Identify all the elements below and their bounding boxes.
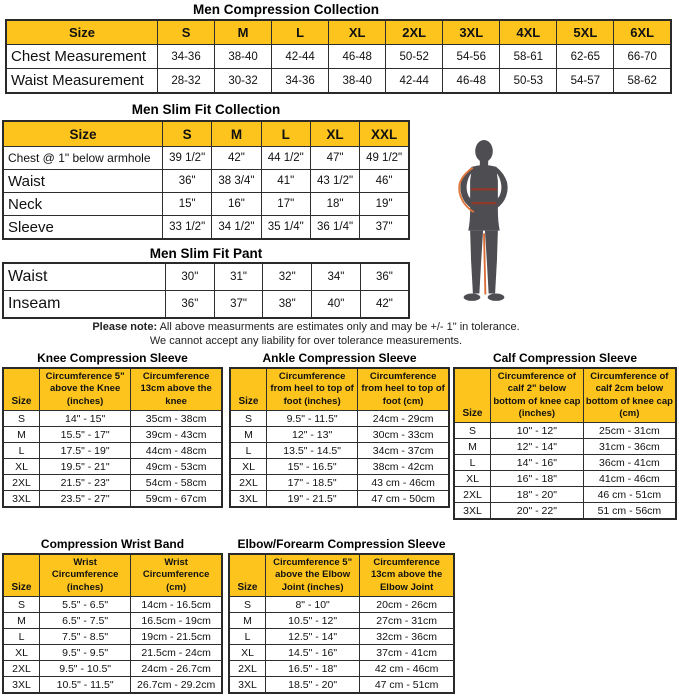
value-cell: 8" - 10"	[266, 597, 360, 613]
men-compression-collection-table	[5, 19, 672, 94]
value-cell: 14" - 15"	[40, 411, 131, 427]
header-cell: Size	[6, 20, 158, 45]
value-cell: 38-40	[329, 69, 386, 94]
value-cell: 34-36	[272, 69, 329, 94]
note-line-1: All above measurments are estimates only and may be +/- 1" in tolerance.	[157, 321, 520, 333]
value-cell: 28-32	[158, 69, 215, 94]
value-cell: 18.5" - 20"	[266, 677, 360, 694]
value-cell: 26.7cm - 29.2cm	[131, 677, 222, 694]
header-cell: Circumference 13cm above the knee	[131, 368, 222, 411]
header-cell: L	[261, 121, 310, 147]
table-row	[229, 645, 454, 661]
value-cell: 24cm - 29cm	[358, 411, 449, 427]
table-row	[3, 491, 222, 508]
value-cell: 15"	[163, 193, 212, 216]
value-cell: 42-44	[272, 45, 329, 69]
row-label-cell: Neck	[3, 193, 163, 216]
table-row	[3, 677, 222, 694]
row-label-cell: 3XL	[454, 503, 491, 520]
header-cell: 5XL	[557, 20, 614, 45]
row-label-cell: XL	[3, 645, 40, 661]
table-row	[6, 45, 671, 69]
value-cell: 16.5" - 18"	[266, 661, 360, 677]
table-row	[230, 475, 449, 491]
table-row	[3, 597, 222, 613]
value-cell: 58-62	[614, 69, 671, 94]
table-row	[229, 597, 454, 613]
row-label-cell: 2XL	[229, 661, 266, 677]
row-label-cell: S	[230, 411, 267, 427]
header-cell: XL	[310, 121, 359, 147]
value-cell: 9.5" - 11.5"	[267, 411, 358, 427]
header-cell: Size	[454, 368, 491, 423]
value-cell: 49 1/2"	[360, 147, 409, 170]
table-row	[3, 645, 222, 661]
value-cell: 10.5" - 11.5"	[40, 677, 131, 694]
value-cell: 36"	[163, 170, 212, 193]
row-label-cell: Sleeve	[3, 216, 163, 240]
row-label-cell: S	[454, 423, 491, 439]
value-cell: 13.5" - 14.5"	[267, 443, 358, 459]
header-cell: Circumference of calf 2cm below bottom of knee cap (cm)	[583, 368, 676, 423]
value-cell: 34 1/2"	[212, 216, 261, 240]
header-cell: Size	[229, 554, 266, 597]
value-cell: 10" - 12"	[491, 423, 584, 439]
value-cell: 42"	[360, 291, 409, 319]
calf-compression-sleeve-table	[453, 367, 677, 520]
value-cell: 54cm - 58cm	[131, 475, 222, 491]
header-cell: 3XL	[443, 20, 500, 45]
value-cell: 23.5" - 27"	[40, 491, 131, 508]
header-cell: XXL	[360, 121, 409, 147]
value-cell: 39 1/2"	[163, 147, 212, 170]
row-label-cell: S	[229, 597, 266, 613]
value-cell: 50-53	[500, 69, 557, 94]
value-cell: 36"	[166, 291, 215, 319]
table-row	[230, 427, 449, 443]
value-cell: 12" - 14"	[491, 439, 584, 455]
header-cell: L	[272, 20, 329, 45]
value-cell: 37"	[360, 216, 409, 240]
value-cell: 16.5cm - 19cm	[131, 613, 222, 629]
value-cell: 35 1/4"	[261, 216, 310, 240]
value-cell: 54-56	[443, 45, 500, 69]
table-row	[454, 503, 676, 520]
table-row	[230, 443, 449, 459]
header-cell: Circumference 5" above the Elbow Joint (inches)	[266, 554, 360, 597]
value-cell: 58-61	[500, 45, 557, 69]
men-slim-fit-pant-title: Men Slim Fit Pant	[149, 246, 263, 261]
table-row	[229, 629, 454, 645]
value-cell: 38-40	[215, 45, 272, 69]
value-cell: 46-48	[329, 45, 386, 69]
row-label-cell: S	[3, 597, 40, 613]
knee-compression-sleeve-title: Knee Compression Sleeve	[37, 351, 188, 365]
value-cell: 19cm - 21.5cm	[131, 629, 222, 645]
value-cell: 16" - 18"	[491, 471, 584, 487]
value-cell: 42-44	[386, 69, 443, 94]
row-label-cell: Chest Measurement	[6, 45, 158, 69]
value-cell: 43 cm - 46cm	[358, 475, 449, 491]
header-cell: Size	[3, 554, 40, 597]
value-cell: 14cm - 16.5cm	[131, 597, 222, 613]
value-cell: 34"	[312, 263, 361, 291]
tolerance-note	[0, 320, 612, 349]
value-cell: 15.5" - 17"	[40, 427, 131, 443]
compression-wrist-band-title: Compression Wrist Band	[40, 537, 185, 551]
row-label-cell: M	[229, 613, 266, 629]
value-cell: 42 cm - 46cm	[360, 661, 454, 677]
value-cell: 24cm - 26.7cm	[131, 661, 222, 677]
value-cell: 46-48	[443, 69, 500, 94]
value-cell: 59cm - 67cm	[131, 491, 222, 508]
value-cell: 62-65	[557, 45, 614, 69]
row-label-cell: L	[230, 443, 267, 459]
value-cell: 14.5" - 16"	[266, 645, 360, 661]
row-label-cell: 3XL	[229, 677, 266, 694]
row-label-cell: L	[229, 629, 266, 645]
value-cell: 42"	[212, 147, 261, 170]
row-label-cell: Waist	[3, 263, 166, 291]
value-cell: 44 1/2"	[261, 147, 310, 170]
note-line-2: We cannot accept any liability for over tolerance measurements.	[149, 335, 463, 348]
value-cell: 16"	[212, 193, 261, 216]
table-row	[454, 487, 676, 503]
header-cell: Size	[3, 368, 40, 411]
row-label-cell: Waist	[3, 170, 163, 193]
row-label-cell: 3XL	[230, 491, 267, 508]
row-label-cell: L	[3, 443, 40, 459]
row-label-cell: 2XL	[230, 475, 267, 491]
value-cell: 21.5" - 23"	[40, 475, 131, 491]
value-cell: 38"	[263, 291, 312, 319]
header-cell: 4XL	[500, 20, 557, 45]
table-row	[3, 170, 409, 193]
value-cell: 21.5cm - 24cm	[131, 645, 222, 661]
header-cell: Wrist Circumference (cm)	[131, 554, 222, 597]
value-cell: 18"	[310, 193, 359, 216]
table-row	[229, 613, 454, 629]
table-row	[454, 455, 676, 471]
header-cell: Circumference of calf 2" below bottom of knee cap (inches)	[491, 368, 584, 423]
value-cell: 30-32	[215, 69, 272, 94]
value-cell: 41cm - 46cm	[583, 471, 676, 487]
men-slim-fit-collection-title: Men Slim Fit Collection	[131, 102, 281, 117]
header-cell: Size	[230, 368, 267, 411]
table-row	[3, 263, 409, 291]
value-cell: 37cm - 41cm	[360, 645, 454, 661]
header-row	[3, 554, 222, 597]
table-row	[229, 661, 454, 677]
value-cell: 25cm - 31cm	[583, 423, 676, 439]
table-row	[3, 443, 222, 459]
header-cell: XL	[329, 20, 386, 45]
elbow-forearm-compression-sleeve-title: Elbow/Forearm Compression Sleeve	[237, 537, 446, 551]
value-cell: 43 1/2"	[310, 170, 359, 193]
header-row	[229, 554, 454, 597]
row-label-cell: M	[230, 427, 267, 443]
row-label-cell: Waist Measurement	[6, 69, 158, 94]
table-row	[3, 661, 222, 677]
table-row	[454, 439, 676, 455]
row-label-cell: XL	[454, 471, 491, 487]
value-cell: 47 cm - 51cm	[360, 677, 454, 694]
row-label-cell: M	[3, 427, 40, 443]
value-cell: 41"	[261, 170, 310, 193]
header-cell: Circumference from heel to top of foot (inches)	[267, 368, 358, 411]
value-cell: 36cm - 41cm	[583, 455, 676, 471]
row-label-cell: 2XL	[3, 661, 40, 677]
value-cell: 19" - 21.5"	[267, 491, 358, 508]
value-cell: 36"	[360, 263, 409, 291]
value-cell: 9.5" - 9.5"	[40, 645, 131, 661]
value-cell: 20cm - 26cm	[360, 597, 454, 613]
value-cell: 17"	[261, 193, 310, 216]
value-cell: 36 1/4"	[310, 216, 359, 240]
value-cell: 31cm - 36cm	[583, 439, 676, 455]
header-row	[3, 368, 222, 411]
header-row	[230, 368, 449, 411]
table-row	[229, 677, 454, 694]
value-cell: 17" - 18.5"	[267, 475, 358, 491]
table-row	[3, 147, 409, 170]
header-cell: M	[212, 121, 261, 147]
table-row	[3, 216, 409, 240]
table-row	[3, 291, 409, 319]
header-cell: Circumference 5" above the Knee (inches)	[40, 368, 131, 411]
header-cell: Size	[3, 121, 163, 147]
header-cell: Wrist Circumference (inches)	[40, 554, 131, 597]
table-row	[3, 459, 222, 475]
header-cell: S	[158, 20, 215, 45]
row-label-cell: L	[3, 629, 40, 645]
value-cell: 46"	[360, 170, 409, 193]
table-row	[3, 193, 409, 216]
table-row	[230, 491, 449, 508]
row-label-cell: XL	[3, 459, 40, 475]
calf-compression-sleeve-title: Calf Compression Sleeve	[492, 351, 638, 365]
knee-compression-sleeve-table	[2, 367, 223, 508]
row-label-cell: M	[3, 613, 40, 629]
header-cell: Circumference 13cm above the Elbow Joint	[360, 554, 454, 597]
table-row	[454, 423, 676, 439]
value-cell: 66-70	[614, 45, 671, 69]
men-slim-fit-pant-table	[2, 262, 410, 319]
header-cell: Circumference from heel to top of foot (cm)	[358, 368, 449, 411]
value-cell: 44cm - 48cm	[131, 443, 222, 459]
table-row	[3, 427, 222, 443]
value-cell: 19"	[360, 193, 409, 216]
table-row	[6, 69, 671, 94]
compression-wrist-band-table	[2, 553, 223, 694]
row-label-cell: Chest @ 1" below armhole	[3, 147, 163, 170]
value-cell: 32cm - 36cm	[360, 629, 454, 645]
value-cell: 30"	[166, 263, 215, 291]
row-label-cell: 2XL	[3, 475, 40, 491]
header-row	[454, 368, 676, 423]
value-cell: 6.5" - 7.5"	[40, 613, 131, 629]
ankle-compression-sleeve-title: Ankle Compression Sleeve	[262, 351, 417, 365]
row-label-cell: 3XL	[3, 491, 40, 508]
header-row	[3, 121, 409, 147]
table-row	[454, 471, 676, 487]
man-silhouette-with-measurement-lines-icon	[447, 132, 521, 320]
row-label-cell: 2XL	[454, 487, 491, 503]
value-cell: 35cm - 38cm	[131, 411, 222, 427]
men-slim-fit-collection-table	[2, 120, 410, 240]
value-cell: 34-36	[158, 45, 215, 69]
value-cell: 38cm - 42cm	[358, 459, 449, 475]
value-cell: 46 cm - 51cm	[583, 487, 676, 503]
header-cell: 2XL	[386, 20, 443, 45]
header-cell: 6XL	[614, 20, 671, 45]
table-row	[230, 459, 449, 475]
men-compression-collection-title: Men Compression Collection	[192, 2, 380, 17]
value-cell: 17.5" - 19"	[40, 443, 131, 459]
value-cell: 47 cm - 50cm	[358, 491, 449, 508]
header-row	[6, 20, 671, 45]
header-cell: S	[163, 121, 212, 147]
value-cell: 14" - 16"	[491, 455, 584, 471]
value-cell: 51 cm - 56cm	[583, 503, 676, 520]
value-cell: 12" - 13"	[267, 427, 358, 443]
table-row	[3, 629, 222, 645]
table-row	[3, 475, 222, 491]
note-label: Please note:	[92, 321, 158, 333]
value-cell: 40"	[312, 291, 361, 319]
value-cell: 31"	[214, 263, 263, 291]
header-cell: M	[215, 20, 272, 45]
value-cell: 9.5" - 10.5"	[40, 661, 131, 677]
row-label-cell: Inseam	[3, 291, 166, 319]
man-silhouette-figure	[447, 132, 521, 320]
value-cell: 38 3/4"	[212, 170, 261, 193]
value-cell: 30cm - 33cm	[358, 427, 449, 443]
ankle-compression-sleeve-table	[229, 367, 450, 508]
value-cell: 37"	[214, 291, 263, 319]
row-label-cell: XL	[230, 459, 267, 475]
value-cell: 49cm - 53cm	[131, 459, 222, 475]
elbow-forearm-compression-sleeve-table	[228, 553, 455, 694]
row-label-cell: 3XL	[3, 677, 40, 694]
value-cell: 20" - 22"	[491, 503, 584, 520]
value-cell: 19.5" - 21"	[40, 459, 131, 475]
value-cell: 10.5" - 12"	[266, 613, 360, 629]
row-label-cell: S	[3, 411, 40, 427]
value-cell: 12.5" - 14"	[266, 629, 360, 645]
value-cell: 27cm - 31cm	[360, 613, 454, 629]
value-cell: 47"	[310, 147, 359, 170]
value-cell: 33 1/2"	[163, 216, 212, 240]
value-cell: 18" - 20"	[491, 487, 584, 503]
value-cell: 34cm - 37cm	[358, 443, 449, 459]
value-cell: 50-52	[386, 45, 443, 69]
value-cell: 54-57	[557, 69, 614, 94]
value-cell: 7.5" - 8.5"	[40, 629, 131, 645]
value-cell: 32"	[263, 263, 312, 291]
row-label-cell: L	[454, 455, 491, 471]
row-label-cell: M	[454, 439, 491, 455]
table-row	[230, 411, 449, 427]
value-cell: 39cm - 43cm	[131, 427, 222, 443]
table-row	[3, 613, 222, 629]
table-row	[3, 411, 222, 427]
value-cell: 5.5" - 6.5"	[40, 597, 131, 613]
row-label-cell: XL	[229, 645, 266, 661]
value-cell: 15" - 16.5"	[267, 459, 358, 475]
